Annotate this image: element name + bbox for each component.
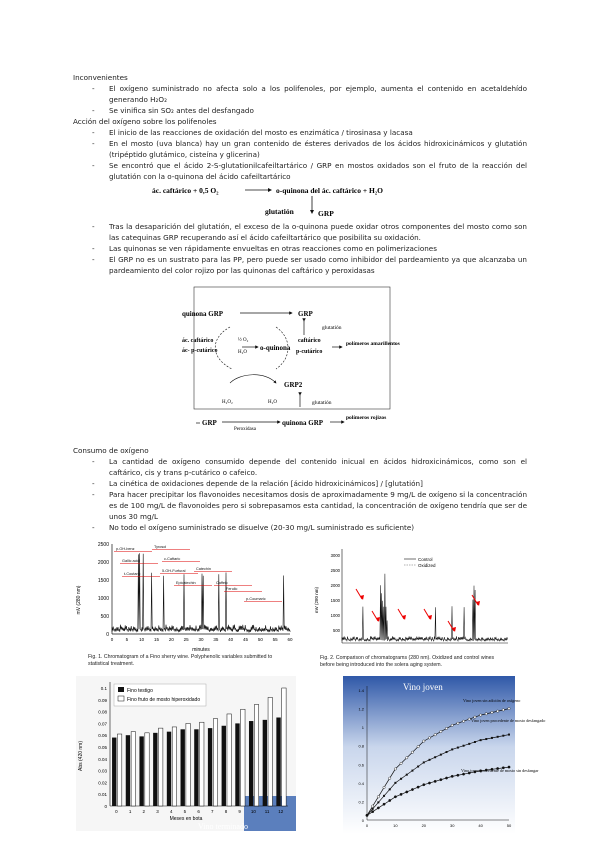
fig2-arrow	[372, 611, 378, 621]
bar-ytick: 0.05	[98, 745, 107, 750]
line-point	[428, 759, 430, 761]
fig1-xtick: 35	[213, 637, 219, 642]
list-item: La cinética de oxidaciones depende de la relación [ácido hidroxicinámicos] / [glutatión]	[109, 479, 423, 488]
bar-xtick: 4	[169, 809, 173, 814]
line-point	[394, 768, 396, 770]
line-point	[417, 786, 419, 788]
scheme-h2o2: H₂O₂	[222, 400, 233, 405]
scheme-p-cutarico: p-cutárico	[296, 349, 323, 355]
scheme-h2o-b: H₂O	[268, 400, 277, 405]
bar-ytick: 0	[104, 804, 107, 809]
bar-hiperoxidado	[131, 732, 135, 806]
fig1-xtick: 10	[139, 637, 145, 642]
fig1-xtick: 5	[125, 637, 129, 642]
bar-ytick: 0.07	[98, 721, 107, 727]
line-xtick: 50	[506, 823, 512, 828]
bar-ytick: 0.06	[98, 733, 107, 739]
bar-ytick: 0.1	[100, 686, 107, 691]
line-point	[451, 724, 453, 726]
line-point	[406, 774, 408, 776]
fig1-xtick: 60	[287, 637, 293, 642]
bullet: -	[92, 161, 95, 170]
fig1-xtick: 20	[168, 637, 174, 642]
bar-ytick: 0.02	[98, 780, 107, 786]
bullet: -	[92, 255, 95, 264]
line-point	[428, 782, 430, 784]
scheme-pcoumaric-left: ác- p-cutárico	[182, 348, 218, 354]
line-point	[400, 778, 402, 780]
bar-legend-2: Fino fruto de mosto hiperoxidado	[127, 697, 201, 703]
bar-hiperoxidado	[117, 734, 121, 806]
fig1-xtick: 55	[272, 637, 278, 642]
figure-4-line-chart	[343, 676, 546, 834]
line-point	[445, 777, 447, 779]
line-point	[485, 738, 487, 740]
fig1-peak-label: c-Caftaric	[164, 557, 181, 561]
scheme-quinona-grp: quinona GRP	[182, 310, 224, 318]
bullet: -	[92, 222, 95, 231]
line-point	[377, 807, 379, 809]
fig1-xtick: 15	[153, 637, 160, 642]
line-point	[400, 793, 402, 795]
fig1-ytick: 1500	[97, 578, 109, 584]
fig1-ytick: 2000	[97, 560, 109, 566]
reaction-equation	[150, 180, 450, 218]
line-point	[457, 722, 459, 724]
line-ytick: 1.4	[358, 688, 364, 693]
list-item: El GRP no es un sustrato para las PP, pero puede ser usado como inhibidor del pardeamiento ya que alcanzaba un pardeamiento del color rojizo por las quinonas del caftárico y peroxidasas	[109, 255, 527, 275]
line-point	[440, 730, 442, 732]
fig1-caption: Fig. 1. Chromatogram of a Fino sherry wine. Polyphenolic variables submitted to statistical treatment.	[88, 654, 273, 667]
reaction-product: GRP	[318, 209, 334, 218]
bar-xtick: 3	[156, 809, 159, 814]
absorbance-bar-chart	[76, 676, 296, 831]
bullet: -	[92, 106, 95, 115]
line-xtick: 40	[478, 823, 483, 828]
scheme-glutation-2: glutatión	[312, 400, 332, 406]
line-legend-2: Vino joven procedente de mosto desfangado	[471, 718, 546, 723]
line-point	[366, 814, 368, 816]
line-point	[423, 761, 425, 763]
line-point	[417, 745, 419, 747]
bar-testigo	[276, 718, 280, 807]
line-legend-3: Vino joven procedente de mosto sin desfangar	[461, 768, 539, 773]
bar-ytick: 0.04	[98, 756, 107, 762]
line-point	[434, 756, 436, 758]
bar-hiperoxidado	[268, 697, 272, 806]
bar-xtick: 5	[183, 809, 187, 814]
line-point	[508, 707, 510, 709]
scheme-glutation-1: glutatión	[322, 325, 342, 331]
fig2-ytick: 1000	[330, 613, 340, 618]
line-point	[434, 780, 436, 782]
fig1-peak-label: Epicatechin	[176, 581, 196, 585]
list-item: En el mosto (uva blanca) hay un gran contenido de ésteres derivados de los ácidos hidroxicinámicos y glutatión (tripéptido glutámico, cisteína y glicerina)	[109, 139, 527, 159]
line-point	[428, 737, 430, 739]
fig2-arrow	[398, 609, 404, 619]
bullet: -	[92, 523, 95, 532]
chromatogram-1	[76, 540, 296, 652]
fig2-ytick: 1500	[330, 598, 340, 603]
line-point	[377, 801, 379, 803]
line-point	[434, 734, 436, 736]
fig2-ytick: 3000	[330, 553, 340, 558]
list-item: Se encontró que el ácido 2-S-glutationilcafeiltartárico / GRP en mostos oxidados son el fruto de la reacción del glutatión con la o-quinona del ácido cafeiltartárico	[109, 161, 527, 181]
line-ytick: 1.2	[358, 706, 364, 712]
bullet: -	[92, 139, 95, 148]
scheme-h2o: H₂O	[238, 350, 247, 355]
bar-xtick: 2	[142, 809, 146, 814]
list-item: La cantidad de oxígeno consumido depende del contenido inicual en ácidos hidroxicinámicos, como son el caftárico, cis y trans p-cutárico o cafeico.	[109, 457, 527, 477]
bar-testigo	[126, 735, 130, 806]
line-point	[389, 799, 391, 801]
line-point	[389, 788, 391, 790]
line-point	[383, 786, 385, 788]
bar-xtick: 6	[197, 809, 200, 814]
bar-xtick: 8	[224, 809, 228, 814]
line-point	[502, 735, 504, 737]
line-ytick: 0.4	[358, 780, 364, 786]
fig1-peak-label: 5-OH-Furfural	[162, 569, 186, 573]
bar-hiperoxidado	[282, 688, 286, 806]
bar-hiperoxidado	[227, 714, 231, 806]
bar-xtick: 7	[211, 809, 214, 814]
fig1-ytick: 500	[100, 614, 109, 620]
bar-ytick: 0.08	[98, 709, 107, 715]
fig1-xtick: 0	[110, 637, 114, 642]
line-point	[411, 770, 413, 772]
scheme-grp-bottom: GRP	[202, 419, 217, 427]
bar-xtick: 9	[238, 809, 241, 814]
list-item: Tras la desaparición del glutatión, el exceso de la o-quinona puede oxidar otros componentes del mosto como son las catequinas GRP recuperando así el ácido cafeiltartárico que posibilita su oxidación.	[109, 222, 527, 242]
fig1-ytick: 1000	[97, 596, 109, 602]
line-point	[491, 711, 493, 713]
line-point	[394, 782, 396, 784]
line-point	[446, 751, 448, 753]
scheme-polimeros-amarillentos: polímeros amarillentos	[346, 341, 400, 347]
line-ytick: 0	[361, 818, 364, 823]
fig1-ytick: 2500	[97, 542, 109, 548]
line-point	[423, 740, 425, 742]
bar-ytick: 0.03	[98, 768, 107, 774]
fig1-ylabel: mV (280 nm)	[76, 585, 82, 615]
fig2-caption: Fig. 2. Comparison of chromatograms (280 nm). Oxidized and control wines before being introduced into the solera aging system.	[320, 655, 495, 668]
line-ytick: 1	[361, 725, 364, 731]
bullet: -	[92, 490, 95, 499]
figure-2-chromatograms	[312, 545, 512, 670]
fig2-arrow	[356, 589, 362, 599]
bar-xtick: 12	[278, 809, 284, 814]
bar-testigo	[112, 738, 116, 806]
fig1-peak-label: Tyrosol	[154, 545, 167, 549]
bar-testigo	[235, 723, 239, 806]
list-item: No todo el oxígeno suministrado se disuelve (20-30 mg/L suministrado es suficiente)	[109, 523, 415, 532]
bar-testigo	[181, 729, 185, 806]
line-legend-1: Vino joven sin adición de oxígeno	[463, 698, 521, 703]
line-point	[383, 795, 385, 797]
fig1-xtick: 30	[198, 637, 204, 642]
bar-testigo	[208, 728, 212, 806]
bar-hiperoxidado	[213, 719, 217, 806]
fig1-peak-label: Gallic acid	[122, 559, 140, 563]
line-point	[371, 805, 373, 807]
bar-xtick: 0	[115, 809, 118, 814]
line-point	[480, 739, 482, 741]
list-item: Se vinifica sin SO₂ antes del desfangado	[109, 106, 254, 115]
line-point	[457, 774, 459, 776]
scheme-o-quinona: o-quinona	[260, 344, 291, 352]
chromatogram-2	[312, 545, 512, 653]
bar-xtick: 11	[264, 809, 270, 814]
line-point	[389, 777, 391, 779]
line-point	[394, 796, 396, 798]
reaction-right: o-quinona del ác. caftárico + H₂O	[276, 186, 383, 195]
line-point	[479, 714, 481, 716]
line-point	[496, 710, 498, 712]
scheme-peroxidasa: Peroxidasa	[234, 427, 256, 432]
line-point	[440, 754, 442, 756]
bar-hiperoxidado	[145, 733, 149, 806]
fig1-peak-label: p-Coumaric	[246, 597, 266, 601]
bullet: -	[92, 128, 95, 137]
figure-3-bar-chart	[76, 676, 296, 831]
line-point	[508, 734, 510, 736]
line-point	[440, 779, 442, 781]
line-ytick: 0.2	[358, 799, 364, 805]
line-point	[462, 720, 464, 722]
line-point	[417, 766, 419, 768]
line-point	[371, 810, 373, 812]
section-title-consumo-oxigeno: Consumo de oxígeno	[73, 446, 149, 455]
line-point	[406, 757, 408, 759]
fig2-legend-oxidized: Oxidized	[418, 563, 436, 568]
line-point	[485, 713, 487, 715]
line-point	[411, 751, 413, 753]
scheme-grp-top: GRP	[298, 310, 313, 318]
bar-testigo	[153, 733, 157, 806]
bar-testigo	[249, 721, 253, 806]
bar-testigo	[167, 732, 171, 806]
scheme-quinona-grp-2: quinona GRP	[282, 419, 324, 427]
reaction-left: ác. caftárico + 0,5 O₂	[152, 186, 219, 195]
bar-xtick: 10	[250, 809, 256, 814]
bar-hiperoxidado	[186, 723, 190, 806]
reaction-glutation: glutatión	[265, 207, 294, 216]
fig1-peak-label: Catechin	[196, 567, 211, 571]
bar-legend-1: Fino testigo	[127, 688, 153, 694]
scheme-grp2: GRP2	[284, 381, 303, 389]
bar-xtick: 1	[128, 809, 132, 814]
bar-testigo	[222, 726, 226, 806]
line-point	[497, 736, 499, 738]
scheme-o2: ½ O₂	[238, 338, 249, 343]
line-point	[457, 747, 459, 749]
fig2-ytick: 2500	[330, 568, 340, 573]
line-point	[372, 808, 374, 810]
line-point	[451, 748, 453, 750]
section-title-accion-oxigeno: Acción del oxígeno sobre los polifenoles	[73, 117, 217, 126]
bar-hiperoxidado	[172, 727, 176, 806]
line-point	[400, 762, 402, 764]
fig1-xtick: 50	[257, 637, 263, 642]
section-title-inconvenientes: Inconvenientes	[73, 73, 128, 82]
line-ytick: 0.8	[358, 743, 364, 749]
line-point	[463, 745, 465, 747]
fig1-xtick: 45	[242, 637, 249, 642]
fig2-ylabel: mV (280 nm)	[314, 586, 319, 614]
line-point	[451, 775, 453, 777]
line-point	[383, 803, 385, 805]
bar-hiperoxidado	[159, 728, 163, 806]
line-point	[474, 741, 476, 743]
bar-hiperoxidado	[254, 705, 258, 806]
bullet: -	[92, 479, 95, 488]
line-point	[468, 743, 470, 745]
bar-overlay: Vino terminado	[198, 822, 248, 831]
fig2-arrow	[424, 609, 430, 619]
line-xtick: 20	[421, 823, 427, 828]
bar-ylabel: Abs (420 nm)	[78, 740, 84, 772]
line-ytick: 0.6	[358, 762, 364, 768]
line-point	[445, 727, 447, 729]
line-point	[406, 791, 408, 793]
bar-hiperoxidado	[241, 709, 245, 806]
line-point	[423, 784, 425, 786]
line-xtick: 0	[365, 823, 369, 828]
fig2-ytick: 500	[333, 628, 340, 633]
fig1-peak-label: p-OH-benz	[116, 547, 135, 551]
bar-xlabel: Meses en bota	[169, 816, 203, 822]
bar-testigo	[263, 720, 267, 806]
fig1-peak-label: t-Coutaric	[124, 572, 141, 576]
line-xtick: 30	[449, 823, 455, 828]
fig1-peak-label: Caffeic	[216, 581, 228, 585]
bar-hiperoxidado	[200, 722, 204, 806]
line-point	[491, 737, 493, 739]
list-item: Para hacer precipitar los flavonoides necesitamos dosis de aproximadamente 9 mg/L de oxígeno si la concentración es de 100 mg/L de flavonoides pero si sobrepasamos esta cantidad, la concentración de oxígeno tendría que ser de unos 30 mg/L	[109, 490, 527, 521]
line-point	[377, 796, 379, 798]
oxidation-scheme	[180, 283, 410, 433]
line-point	[462, 773, 464, 775]
scheme-caftaric-left: ác. caftárico	[182, 338, 214, 344]
bar-ytick: 0.01	[98, 792, 107, 798]
bullet: -	[92, 457, 95, 466]
bar-ytick: 0.09	[98, 697, 107, 703]
scheme-polimeros-rojizos: polímeros rojizos	[346, 415, 387, 421]
scheme-caftarico: caftárico	[298, 338, 321, 344]
fig2-legend-control: Control	[418, 557, 433, 562]
line-point	[411, 788, 413, 790]
list-item: El inicio de las reacciones de oxidación del mosto es enzimática / tirosinasa y lacasa	[109, 128, 413, 137]
line-point	[502, 709, 504, 711]
line-title: Vino joven	[403, 682, 443, 692]
fig1-ytick: 0	[106, 632, 109, 638]
fig1-xtick: 25	[183, 637, 189, 642]
line-xtick: 10	[393, 823, 398, 828]
bar-testigo	[139, 736, 143, 806]
fig2-ytick: 2000	[330, 583, 340, 588]
bar-testigo	[194, 729, 198, 806]
bullet: -	[92, 244, 95, 253]
list-item: Las quinonas se ven rápidamente envueltas en otras reacciones como en polimerizaciones	[109, 244, 437, 253]
fig1-xlabel: minutes	[192, 647, 210, 653]
fig1-xtick: 40	[228, 637, 234, 642]
vino-joven-line-chart	[343, 676, 546, 834]
bullet: -	[92, 84, 95, 93]
list-item: El oxígeno suministrado no afecta solo a los polifenoles, por ejemplo, aumenta el contenido en acetaldehído generando H₂O₂	[109, 84, 527, 104]
fig1-peak-label: Ferulic	[226, 587, 238, 591]
figure-1-chromatogram	[76, 540, 296, 670]
fig2-arrow	[448, 621, 454, 631]
